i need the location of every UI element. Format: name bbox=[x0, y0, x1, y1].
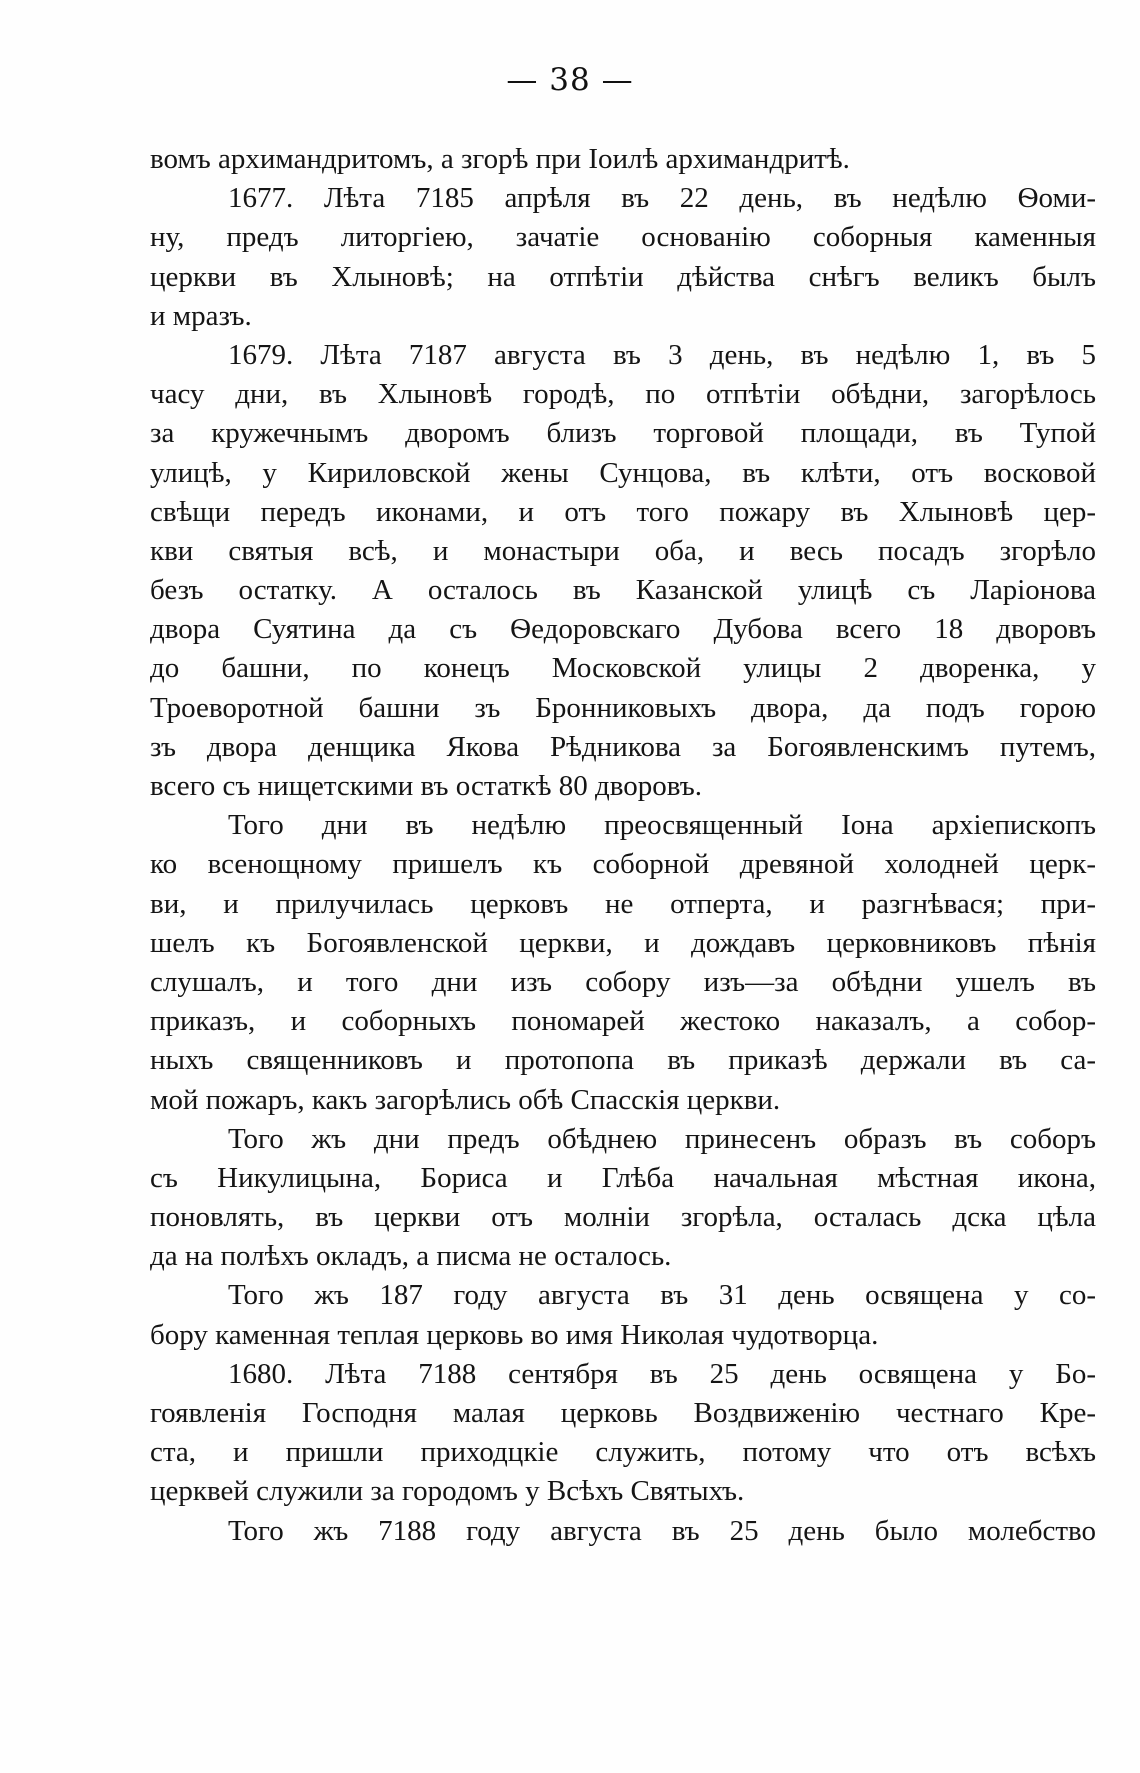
text-line: шелъ къ Богоявленской церкви, и дождавъ церковниковъ пѣнія bbox=[150, 926, 1096, 959]
text-line: бору каменная теплая церковь во имя Николая чудотворца. bbox=[150, 1318, 879, 1351]
body-text bbox=[150, 140, 1096, 1551]
text-line: всего съ нищетскими въ остаткѣ 80 дворовъ. bbox=[150, 770, 702, 802]
paragraph-iona bbox=[150, 806, 1096, 1120]
text-line: вомъ архимандритомъ, а згорѣ при Іоилѣ архимандритѣ. bbox=[150, 143, 850, 175]
text-line: безъ остатку. А осталось въ Казанской улицѣ съ Ларіонова bbox=[150, 574, 1096, 607]
text-line: ну, предъ литоргіею, зачатіе основанію соборныя каменныя bbox=[150, 221, 1096, 254]
text-line: слушалъ, и того дни изъ собору изъ—за обѣдни ушелъ въ bbox=[150, 965, 1096, 998]
text-line: Того жъ дни предъ обѣднею принесенъ образъ въ соборъ bbox=[228, 1122, 1096, 1155]
paragraph-1680 bbox=[150, 1355, 1096, 1512]
text-line: улицѣ, у Кириловской жены Сунцова, въ клѣти, отъ восковой bbox=[150, 456, 1096, 489]
text-line: церквей служили за городомъ у Всѣхъ Святыхъ. bbox=[150, 1475, 745, 1508]
paragraph-continuation bbox=[150, 140, 1096, 179]
paragraph-1679 bbox=[150, 336, 1096, 806]
text-line: ко всенощному пришелъ къ соборной древяной холодней церк- bbox=[150, 848, 1096, 881]
text-line: Того жъ 7188 году августа въ 25 день было молебство bbox=[228, 1514, 1096, 1547]
text-line: мой пожаръ, какъ загорѣлись обѣ Спасскія церкви. bbox=[150, 1083, 781, 1116]
text-line: 1680. Лѣта 7188 сентября въ 25 день освящена у Бо- bbox=[228, 1357, 1096, 1390]
text-line: да на полѣхъ окладъ, а писма не осталось. bbox=[150, 1240, 672, 1273]
text-line: за кружечнымъ дворомъ близъ торговой площади, въ Тупой bbox=[150, 417, 1096, 450]
paragraph-icon bbox=[150, 1120, 1096, 1277]
paragraph-7188 bbox=[150, 1512, 1096, 1551]
text-line: съ Никулицына, Бориса и Глѣба начальная мѣстная икона, bbox=[150, 1161, 1096, 1194]
text-line: ныхъ священниковъ и протопопа въ приказѣ держали въ са- bbox=[150, 1044, 1096, 1077]
text-line: кви святыя всѣ, и монастыри оба, и весь посадъ згорѣло bbox=[150, 534, 1096, 567]
text-line: часу дни, въ Хлыновѣ городѣ, по отпѣтіи обѣдни, загорѣлось bbox=[150, 378, 1096, 411]
text-line: приказъ, и соборныхъ пономарей жестоко наказалъ, а собор- bbox=[150, 1005, 1096, 1038]
text-line: свѣщи передъ иконами, и отъ того пожару въ Хлыновѣ цер- bbox=[150, 495, 1096, 528]
page-number: — 38 — bbox=[506, 62, 634, 98]
text-line: 1677. Лѣта 7185 апрѣля въ 22 день, въ недѣлю Ѳоми- bbox=[228, 182, 1096, 215]
text-line: до башни, по конецъ Московской улицы 2 дворенка, у bbox=[150, 652, 1096, 685]
text-line: ви, и прилучилась церковъ не отперта, и разгнѣвася; при- bbox=[150, 887, 1096, 920]
paragraph-187 bbox=[150, 1276, 1096, 1354]
text-line: двора Суятина да съ Ѳедоровскаго Дубова всего 18 дворовъ bbox=[150, 613, 1096, 646]
text-line: Того жъ 187 году августа въ 31 день освящена у со- bbox=[228, 1279, 1096, 1312]
text-line: 1679. Лѣта 7187 августа въ 3 день, въ недѣлю 1, въ 5 bbox=[228, 338, 1096, 371]
text-line: и мразъ. bbox=[150, 299, 252, 332]
text-line: гоявленія Господня малая церковь Воздвиженію честнаго Кре- bbox=[150, 1397, 1096, 1429]
text-line: церкви въ Хлыновѣ; на отпѣтіи дѣйства снѣгъ великъ былъ bbox=[150, 260, 1096, 293]
text-line: поновлять, въ церкви отъ молніи згорѣла, осталась дска цѣла bbox=[150, 1201, 1096, 1234]
text-line: ста, и пришли приходцкіе служить, потому что отъ всѣхъ bbox=[150, 1436, 1096, 1469]
text-line: Троеворотной башни зъ Бронниковыхъ двора, да подъ горою bbox=[150, 691, 1096, 724]
paragraph-1677 bbox=[150, 179, 1096, 336]
text-line: Того дни въ недѣлю преосвященный Іона архіепископъ bbox=[228, 809, 1096, 842]
text-line: зъ двора денщика Якова Рѣдникова за Богоявленскимъ путемъ, bbox=[150, 730, 1096, 763]
